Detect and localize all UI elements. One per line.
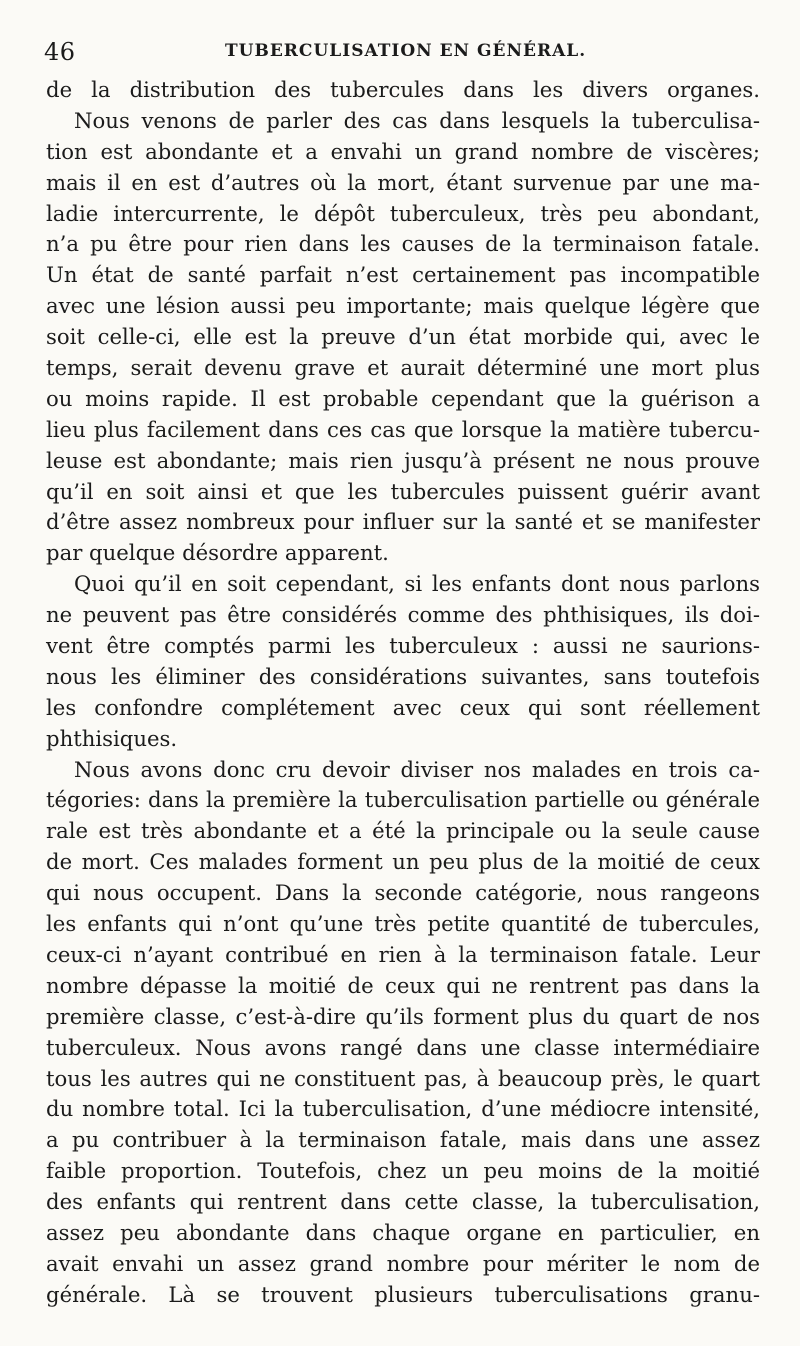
text-line: phthisiques. (46, 725, 178, 751)
text-line: rale est très abondante et a été la principale ou la seule cause (46, 818, 760, 844)
text-line: nombre dépasse la moitié de ceux qui ne rentrent pas dans la (46, 972, 760, 998)
text-line: nous les éliminer des considérations suivantes, sans toutefois (46, 663, 760, 689)
text-line: de la distribution des tubercules dans les divers organes. (46, 77, 760, 102)
text-line: ne peuvent pas être considérés comme des phthisiques, ils doi- (46, 602, 760, 628)
text-line: vent être comptés parmi les tuberculeux : aussi ne saurions- (46, 633, 760, 659)
text-line: avec une lésion aussi peu importante; mais quelque légère que (46, 293, 760, 319)
running-title: TUBERCULISATION EN GÉNÉRAL. (225, 41, 587, 61)
text-line: soit celle-ci, elle est la preuve d’un état morbide qui, avec le (46, 324, 760, 350)
text-line: première classe, c’est-à-dire qu’ils forment plus du quart de nos (46, 1003, 760, 1029)
text-line: ou moins rapide. Il est probable cependant que la guérison a (46, 385, 760, 411)
text-line: Un état de santé parfait n’est certainement pas incompatible (46, 262, 760, 288)
text-line: ladie intercurrente, le dépôt tuberculeux, très peu abondant, (46, 200, 760, 226)
text-line: des enfants qui rentrent dans cette classe, la tuberculisation, (46, 1189, 760, 1215)
text-line: tion est abondante et a envahi un grand nombre de viscères; (46, 138, 760, 164)
text-line: ceux-ci n’ayant contribué en rien à la terminaison fatale. Leur (46, 941, 760, 967)
text-line: les enfants qui n’ont qu’une très petite quantité de tubercules, (46, 911, 760, 937)
text-line: faible proportion. Toutefois, chez un peu moins de la moitié (46, 1158, 760, 1184)
text-line: d’être assez nombreux pour influer sur la santé et se manifester (46, 509, 760, 535)
text-line: du nombre total. Ici la tuberculisation, d’une médiocre intensité, (46, 1096, 760, 1122)
text-line: Nous venons de parler des cas dans lesquels la tuberculisa- (74, 107, 760, 133)
text-line: assez peu abondante dans chaque organe en particulier, en (46, 1219, 760, 1245)
text-line: tous les autres qui ne constituent pas, à beaucoup près, le quart (46, 1065, 760, 1091)
text-line: de mort. Ces malades forment un peu plus de la moitié de ceux (46, 849, 760, 875)
text-line: mais il en est d’autres où la mort, étant survenue par une ma- (46, 169, 760, 195)
text-line: tuberculeux. Nous avons rangé dans une classe intermédiaire (46, 1034, 760, 1060)
text-line: par quelque désordre apparent. (46, 540, 389, 566)
text-line: les confondre complétement avec ceux qui sont réellement (46, 694, 760, 720)
page-number: 46 (44, 38, 76, 66)
text-line: a pu contribuer à la terminaison fatale, mais dans une assez (46, 1127, 760, 1153)
body-text (46, 75, 760, 1311)
text-line: qui nous occupent. Dans la seconde catégorie, nous rangeons (46, 880, 760, 906)
text-line: générale. Là se trouvent plusieurs tuberculisations granu- (46, 1281, 760, 1307)
text-line: avait envahi un assez grand nombre pour mériter le nom de (46, 1250, 760, 1276)
text-line: Quoi qu’il en soit cependant, si les enfants dont nous parlons (74, 571, 760, 597)
text-line: Nous avons donc cru devoir diviser nos malades en trois ca- (74, 756, 760, 782)
text-line: temps, serait devenu grave et aurait déterminé une mort plus (46, 355, 760, 381)
text-line: n’a pu être pour rien dans les causes de la terminaison fatale. (46, 231, 760, 257)
text-line: leuse est abondante; mais rien jusqu’à présent ne nous prouve (46, 447, 760, 473)
running-header (0, 22, 800, 72)
text-line: qu’il en soit ainsi et que les tubercules puissent guérir avant (46, 478, 760, 504)
text-line: lieu plus facilement dans ces cas que lorsque la matière tubercu- (46, 416, 760, 442)
text-line: tégories: dans la première la tuberculisation partielle ou générale (46, 787, 760, 813)
